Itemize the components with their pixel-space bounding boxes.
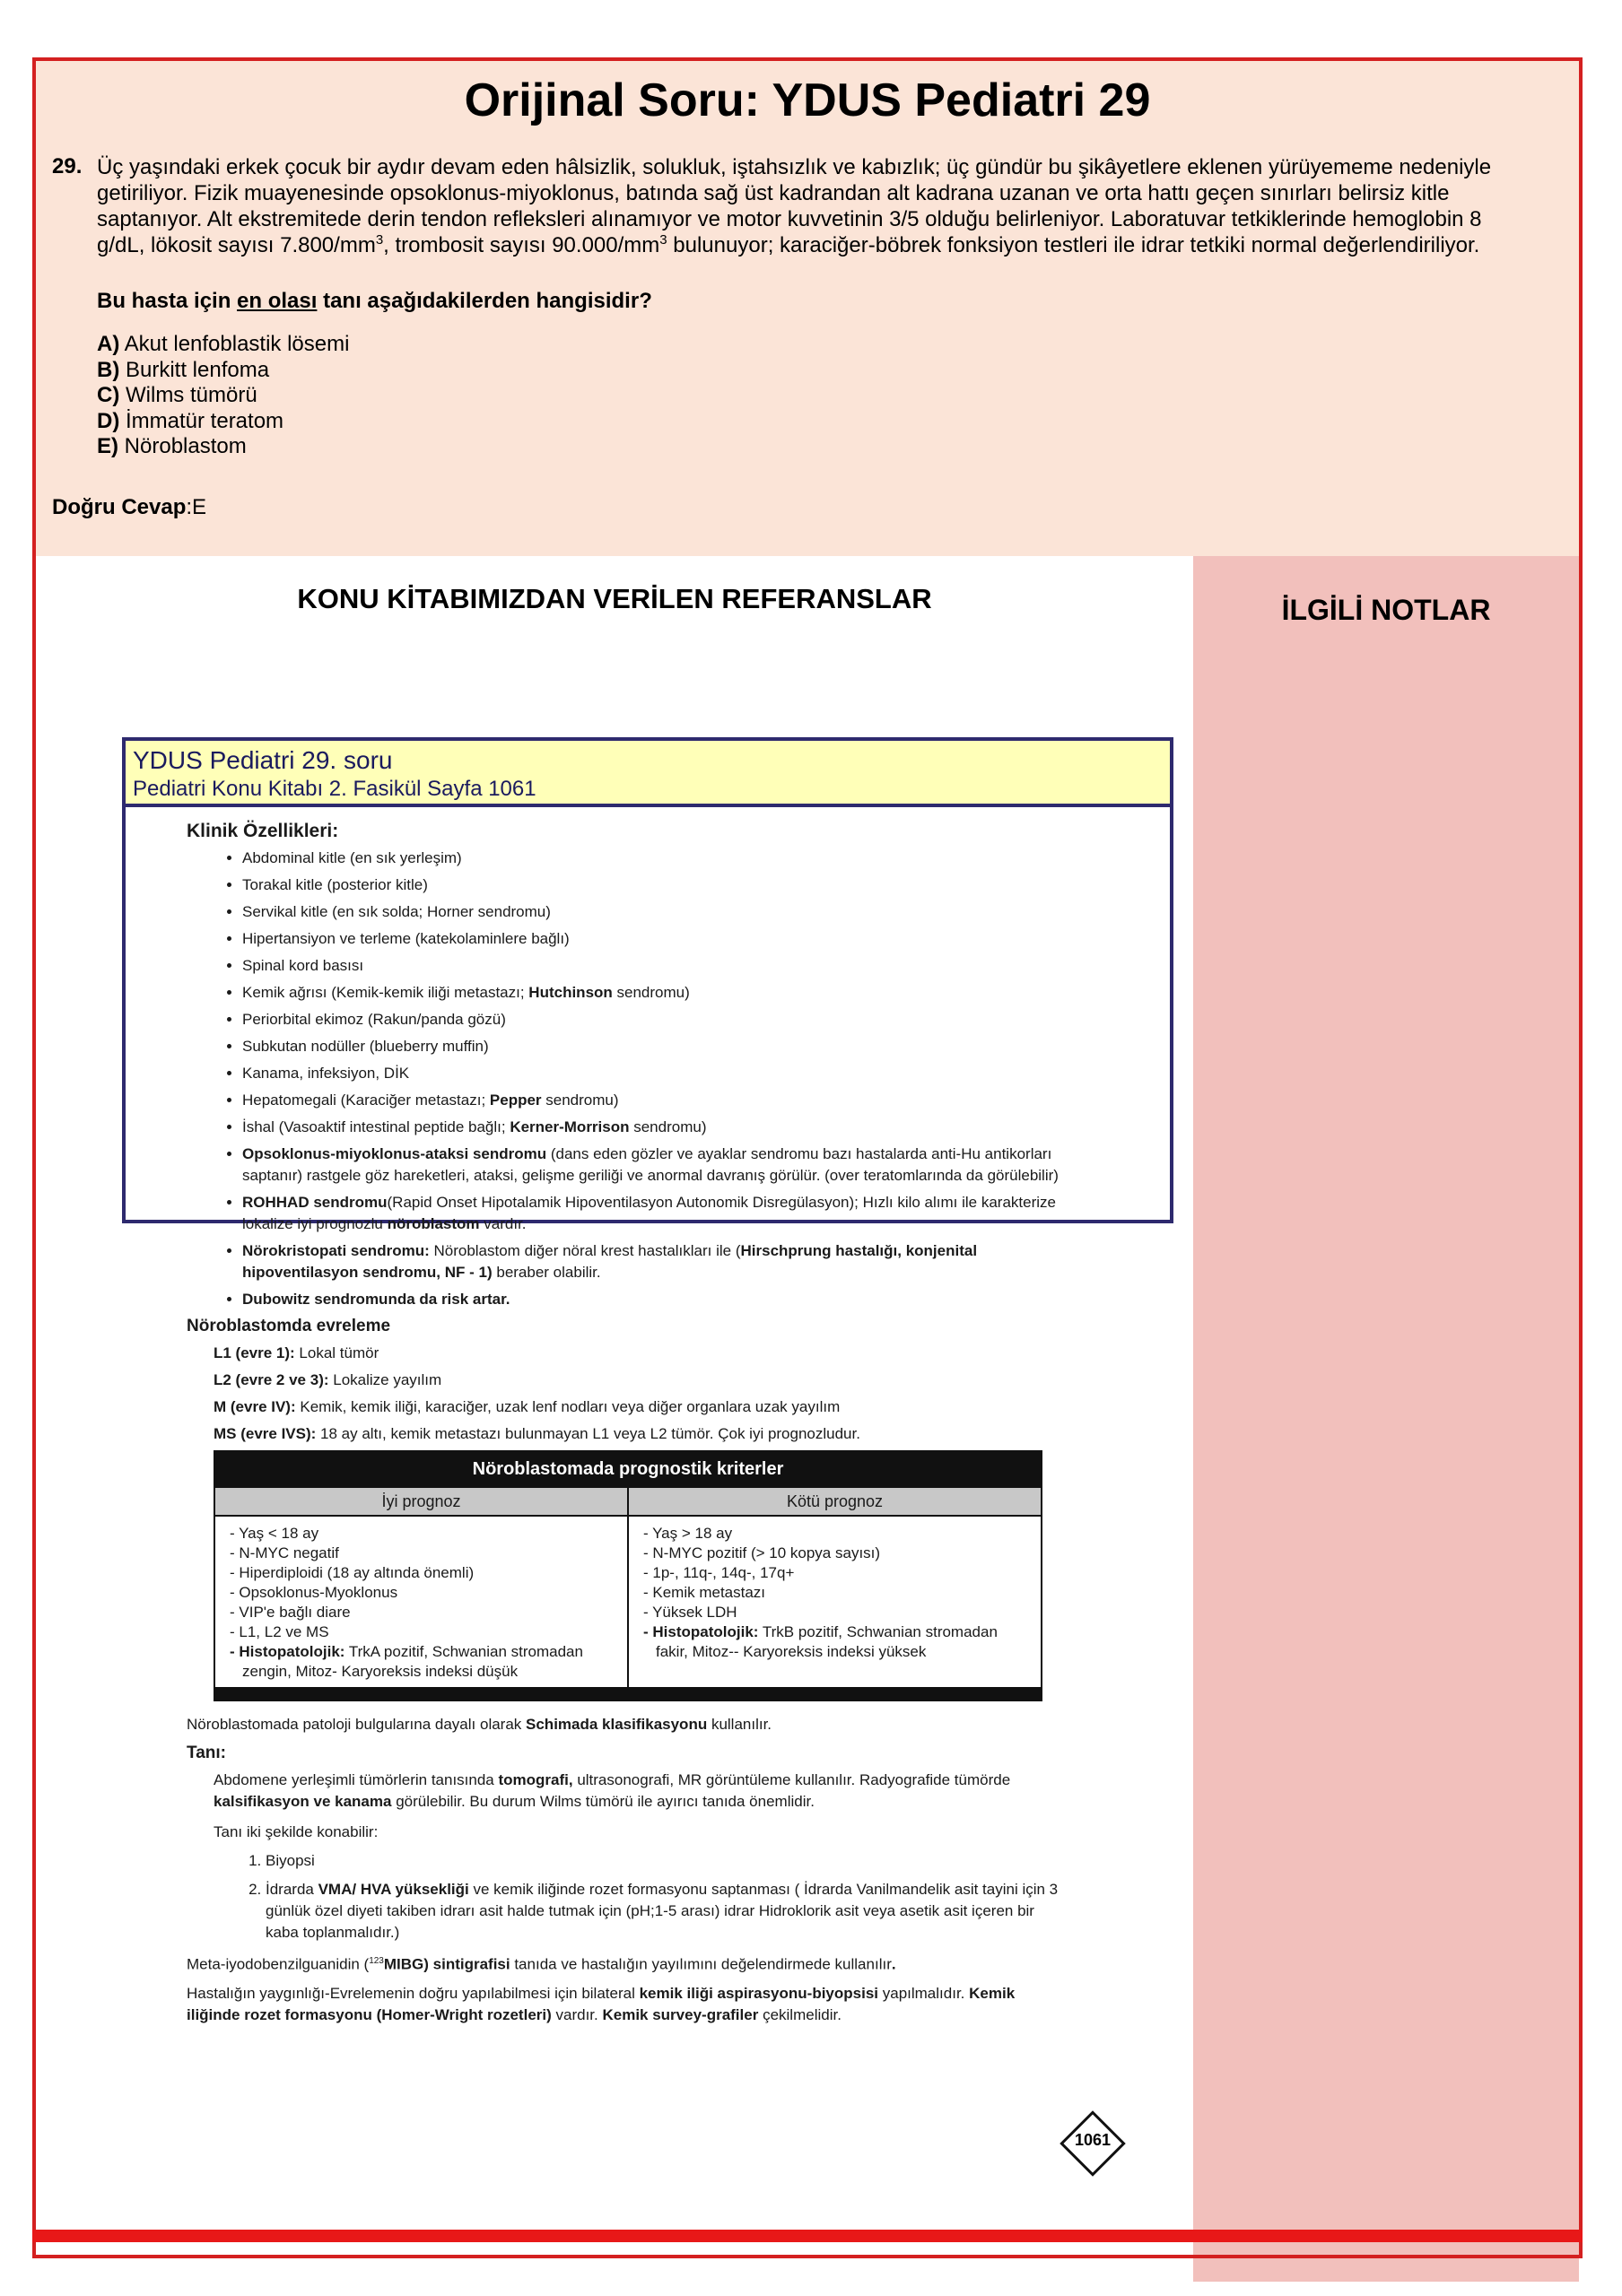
bad-prognosis-header: Kötü prognoz [628, 1487, 1042, 1516]
list-item: • Spinal kord basısı [242, 955, 1066, 977]
stage-l2: L2 (evre 2 ve 3): Lokalize yayılım [214, 1371, 442, 1388]
page-frame [32, 57, 1583, 2258]
stage-m: M (evre IV): Kemik, kemik iliği, karaciğer, uzak lenf nodları veya diğer organlara uzak yayılım [214, 1398, 841, 1415]
list-item: • Torakal kitle (posterior kitle) [242, 874, 1066, 896]
schimada-text: Nöroblastomada patoloji bulgularına dayalı olarak Schimada klasifikasyonu kullanılır. [187, 1716, 772, 1733]
question-number: 29. [52, 154, 83, 178]
good-prognosis-cell: - Yaş < 18 ay - N-MYC negatif - Hiperdiploidi (18 ay altında önemli) - Opsoklonus-Myoklonus - VIP'e bağlı diare - L1, L2 ve MS - Histopatolojik: TrkA pozitif, Schwanian stromadan zengin, Mitoz- Karyoreksis indeksi düşük [214, 1516, 628, 1688]
list-item: 1. Biyopsi [266, 1850, 1066, 1872]
list-item: 2. İdrarda VMA/ HVA yüksekliği ve kemik iliğinde rozet formasyonu saptanması ( İdrarda Vanilmandelik asit tayini için 3 günlük özel diyeti takiben idrarı asit halde tutmak için (pH;1-5 arası) idrar Hidroklorik asit veya asetik asit içeren bir kaba toplanmalıdır.) [266, 1879, 1066, 1944]
option-b[interactable]: B) Burkitt lenfoma [97, 357, 270, 382]
list-item: • Kemik ağrısı (Kemik-kemik iliği metastazı; Hutchinson sendromu) [242, 982, 1066, 1004]
option-a[interactable]: A) Akut lenfoblastik lösemi [97, 332, 350, 356]
list-item: • Servikal kitle (en sık solda; Horner sendromu) [242, 901, 1066, 923]
list-item: • Dubowitz sendromunda da risk artar. [242, 1289, 1066, 1310]
reference-title: YDUS Pediatri 29. soru [133, 746, 393, 774]
list-item: • İshal (Vasoaktif intestinal peptide bağlı; Kerner-Morrison sendromu) [242, 1117, 1066, 1138]
table-caption: Nöroblastomada prognostik kriterler [214, 1451, 1042, 1487]
notes-title: İLGİLİ NOTLAR [1281, 594, 1491, 626]
option-e[interactable]: E) Nöroblastom [97, 434, 247, 458]
bad-prognosis-cell: - Yaş > 18 ay - N-MYC pozitif (> 10 kopya sayısı) - 1p-, 11q-, 14q-, 17q+ - Kemik metastazı - Yüksek LDH - Histopatolojik: TrkB pozitif, Schwanian stromadan fakir, Mitoz-- Karyoreksis indeksi yüksek [628, 1516, 1042, 1688]
list-item: • ROHHAD sendromu(Rapid Onset Hipotalamik Hipoventilasyon Autonomik Disregülasyon); Hızlı kilo alımı ile karakterize lokalize iyi prognozlu nöroblastom vardır. [242, 1192, 1066, 1235]
bottom-red-bar [32, 2230, 1583, 2242]
list-item: • Periorbital ekimoz (Rakun/panda gözü) [242, 1009, 1066, 1031]
stage-l1: L1 (evre 1): Lokal tümör [214, 1344, 379, 1361]
diagnosis-intro: Tanı iki şekilde konabilir: [214, 1823, 379, 1840]
stage-ms: MS (evre IVS): 18 ay altı, kemik metastazı bulunmayan L1 veya L2 tümör. Çok iyi prognozludur. [214, 1425, 860, 1442]
list-item: • Nörokristopati sendromu: Nöroblastom diğer nöral krest hastalıkları ile (Hirschprung hastalığı, konjenital hipoventilasyon sendromu, NF - 1) beraber olabilir. [242, 1240, 1066, 1283]
diagnosis-heading: Tanı: [187, 1744, 226, 1762]
diagnosis-paragraph: Abdomene yerleşimli tümörlerin tanısında tomografi, ultrasonografi, MR görüntüleme kullanılır. Radyografide tümörde kalsifikasyon ve kanama görülebilir. Bu durum Wilms tümörü ile ayırıcı tanıda önemlidir. [214, 1771, 1011, 1810]
references-title: KONU KİTABIMIZDAN VERİLEN REFERANSLAR [297, 583, 932, 614]
correct-answer: Doğru Cevap:E [52, 495, 207, 519]
list-item: • Subkutan nodüller (blueberry muffin) [242, 1036, 1066, 1057]
page-title: Orijinal Soru: YDUS Pediatri 29 [464, 74, 1151, 126]
list-item: • Abdominal kitle (en sık yerleşim) [242, 848, 1066, 869]
option-c[interactable]: C) Wilms tümörü [97, 383, 257, 407]
good-prognosis-header: İyi prognoz [214, 1487, 628, 1516]
bone-marrow-text: Hastalığın yaygınlığı-Evrelemenin doğru yapılabilmesi için bilateral kemik iliği aspirasyonu-biyopsisi yapılmalıdır. Kemik iliğinde rozet formasyonu (Homer-Wright rozetleri) vardır. Kemik survey-grafiler çekilmelidir. [187, 1984, 1016, 2023]
clinical-heading: Klinik Özellikleri: [187, 821, 339, 841]
list-item: • Hepatomegali (Karaciğer metastazı; Pepper sendromu) [242, 1090, 1066, 1111]
question-text: Üç yaşındaki erkek çocuk bir aydır devam eden hâlsizlik, solukluk, iştahsızlık ve kabızlık; üç gündür bu şikâyetlere eklenen yürüyememe nedeniyle getiriliyor. Fizik muayenesinde opsoklonus-miyoklonus, batında sağ üst kadrandan alt kadrana uzanan ve orta hattı geçen sınırları belirsiz kitle saptanıyor. Alt ekstremitede derin tendon refleksleri alınamıyor ve motor kuvvetinin 3/5 olduğu belirleniyor. Laboratuvar tetkiklerinde hemoglobin 8 g/dL, lökosit sayısı $7.800/mm^3$, trombosit sayısı $90.000/mm^3$ bulunuyor; karaciğer-böbrek fonksiyon testleri ile idrar tetkiki normal değerlendiriliyor. [97, 155, 1492, 257]
reference-source: Pediatri Konu Kitabı 2. Fasikül Sayfa 1061 [133, 777, 536, 801]
staging-heading: Nöroblastomda evreleme [187, 1317, 391, 1335]
page-number: 1061 [1074, 2131, 1112, 2149]
list-item: • Hipertansiyon ve terleme (katekolaminlere bağlı) [242, 928, 1066, 950]
option-d[interactable]: D) İmmatür teratom [97, 408, 284, 433]
mibg-text: Meta-iyodobenzilguanidin ($^{123}$MIBG) sintigrafisi tanıda ve hastalığın yayılımını değelendirmede kullanılır. [187, 1955, 896, 1973]
list-item: • Opsoklonus-miyoklonus-ataksi sendromu (dans eden gözler ve ayaklar sendromu bazı hastalarda anti-Hu antikorları saptanır) rastgele göz hareketleri, ataksi, gelişme geriliği ve anormal davranış görülür. (over teratomlarında da görülebilir) [242, 1144, 1066, 1187]
list-item: • Kanama, infeksiyon, DİK [242, 1063, 1066, 1084]
question-prompt: Bu hasta için en olası tanı aşağıdakilerden hangisidir? [97, 289, 652, 313]
